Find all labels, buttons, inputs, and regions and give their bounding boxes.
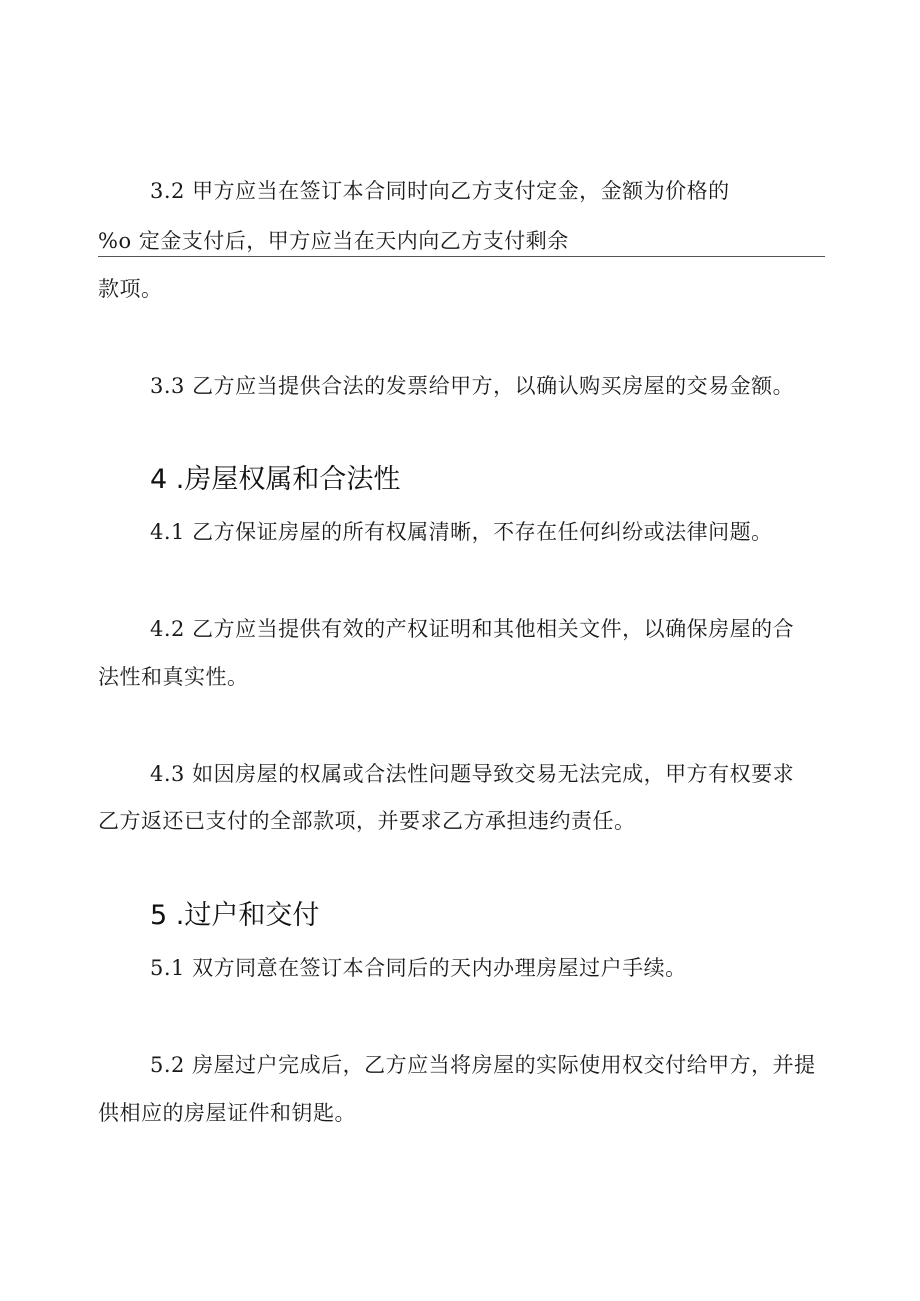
- fill-in-underline: [98, 256, 825, 257]
- section-4-heading: 4 .房屋权属和合法性: [150, 464, 401, 495]
- clause-3-3-line-1: 3.3 乙方应当提供合法的发票给甲方，以确认购买房屋的交易金额。: [150, 374, 795, 398]
- clause-5-1-line-1: 5.1 双方同意在签订本合同后的天内办理房屋过户手续。: [150, 956, 687, 980]
- clause-3-2-line-3: 款项。: [98, 277, 163, 301]
- clause-3-2-line-2: %o 定金支付后，甲方应当在天内向乙方支付剩余: [98, 229, 569, 253]
- clause-5-2-line-1: 5.2 房屋过户完成后，乙方应当将房屋的实际使用权交付给甲方，并提: [150, 1053, 816, 1077]
- clause-4-1-line-1: 4.1 乙方保证房屋的所有权属清晰，不存在任何纠纷或法律问题。: [150, 520, 773, 544]
- clause-3-2-line-1: 3.2 甲方应当在签订本合同时向乙方支付定金，金额为价格的: [150, 179, 730, 203]
- clause-4-3-line-1: 4.3 如因房屋的权属或合法性问题导致交易无法完成，甲方有权要求: [150, 762, 795, 786]
- clause-4-3-line-2: 乙方返还已支付的全部款项，并要求乙方承担违约责任。: [98, 809, 636, 833]
- clause-5-2-line-2: 供相应的房屋证件和钥匙。: [98, 1101, 356, 1125]
- section-5-heading: 5 .过户和交付: [150, 900, 320, 931]
- clause-4-2-line-2: 法性和真实性。: [98, 665, 249, 689]
- clause-4-2-line-1: 4.2 乙方应当提供有效的产权证明和其他相关文件，以确保房屋的合: [150, 617, 795, 641]
